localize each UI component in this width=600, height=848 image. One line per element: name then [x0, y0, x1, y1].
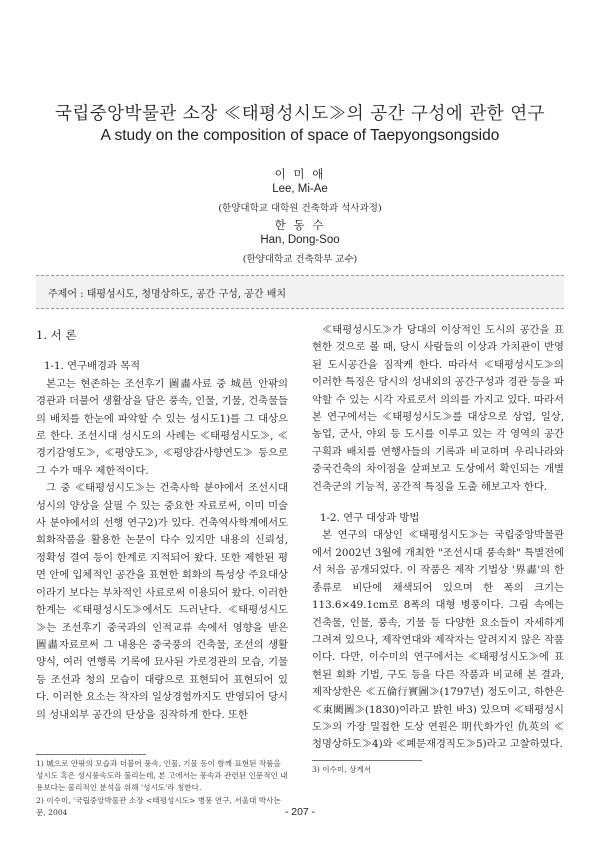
- page-number: - 207 -: [284, 806, 316, 818]
- paper-title-korean: 국립중앙박물관 소장 ≪태평성시도≫의 공간 구성에 관한 연구: [54, 104, 546, 124]
- left-column: [36, 327, 288, 724]
- paragraph: 본 연구의 대상인 ≪태평성시도≫는 국립중앙박물관에서 2002년 3월에 개최한 "조선시대 풍속화" 특별전에서 처음 공개되었다. 이 작품은 제작 기법상 '界畵'의 한 종류로 비단에 채색되어 있으며 한 폭의 크기는 113.6×49.1cm로 8폭의 대형 병풍이다. 그림 속에는 건축물, 인물, 풍속, 기물 등 다양한 요소들이 자세하게 그려져 있으나, 제작연대와 제작자는 알려지지 않은 작품이다. 다만, 이수미의 연구에서는 ≪태평성시도≫에 표현된 회화 기법, 구도 등을 다른 작품과 비교해 본 결과, 제작상한은 ≪五倫行實圖≫(1797년) 정도이고, 하한은 ≪東闕圖≫(1830)이라고 밝힌 바3) 있으며 ≪태평성시도≫의 가장 밀접한 도상 연원은 明代화가인 仇英의 ≪청명상하도≫4)와 ≪폐문재경직도≫5)라고 고찰하였다.: [312, 529, 564, 751]
- paragraph: ≪태평성시도≫가 당대의 이상적인 도시의 공간을 표현한 것으로 볼 때, 당시 사람들의 이상과 가치관이 반영된 도시공간을 짐작케 한다. 따라서 ≪태평성시도≫의 이러한 특징은 당시의 성내외의 공간구성과 경관 등을 파악할 수 있는 시각 자료로서 의의를 가지고 있다. 따라서 본 연구에서는 ≪태평성시도≫를 대상으로 상업, 일상, 농업, 군사, 야외 등 도시를 이루고 있는 각 영역의 공간구획과 배치를 연행사들의 기록과 비교하며 우리나라와 중국건축의 차이점을 살펴보고 도상에서 확인되는 개별 건축군의 기능적, 공간적 특징을 도출 해보고자 한다.: [312, 324, 564, 493]
- paper-title-english: A study on the composition of space of Taepyongsongsido: [100, 127, 500, 144]
- author-2-affiliation: (한양대학교 건축학부 교수): [242, 254, 358, 265]
- author-1-name-korean: 이 미 애: [274, 167, 326, 181]
- author-2-name-korean: 한 동 수: [274, 218, 326, 232]
- section-heading-introduction: 1. 서 론: [36, 328, 77, 342]
- subsection-heading-scope-method: 1-2. 연구 대상과 방법: [320, 512, 420, 525]
- paragraph: 그 중 ≪태평성시도≫는 건축사학 분야에서 조선시대 성시의 양상을 살필 수 있는 중요한 자료로써, 이미 미술사 분야에서의 선행 연구2)가 있다. 건축역사학계에서도 회화작품을 활용한 논문이 다수 있지만 내용의 신뢰성, 정확성 결여 등이 한계로 지적되어 왔다. 또한 제한된 평면 안에 입체적인 공간을 표현한 회화의 특성상 주요대상이라기 보다는 부차적인 사료로써 이용되어 왔다. 이러한 한계는 ≪태평성시도≫에서도 드러난다. ≪태평성시도≫는 조선후기 중국과의 인적교류 속에서 영향을 받은 圖畵자료로써 그 내용은 중국풍의 건축물, 조선의 생활양식, 여러 연행록 기록에 묘사된 가로경관의 모습, 기물 등 조선과 청의 모습이 대량으로 표현되어 표현되어 있다. 이러한 요소는 작자의 일상경험까지도 반영되어 당시의 성내외부 공간의 단상을 짐작하게 한다. 또한: [36, 482, 288, 721]
- author-1-affiliation: (한양대학교 대학원 건축학과 석사과정): [218, 203, 382, 214]
- footnote-divider: [312, 760, 422, 761]
- footnote-1: 1) 城으로 안팎의 모습과 더불어 풍속, 인물, 기물 등이 함께 표현된 작품을 성시도 혹은 성시풍속도라 불리는데, 본 고에서는 풍속과 관련된 인문적인 내용보다는 물리적인 분석을 위해 '성시도'라 칭한다.: [36, 759, 288, 792]
- author-2-name-english: Han, Dong-Soo: [260, 234, 340, 246]
- keywords-text: 주제어 : 태평성시도, 청명상하도, 공간 구성, 공간 배치: [48, 289, 287, 300]
- author-1-name-english: Lee, Mi-Ae: [272, 183, 328, 195]
- paragraph: 본고는 현존하는 조선후기 圖畵사료 중 城邑 안팎의 경관과 더불어 생활상을 담은 풍속, 인물, 기물, 건축물들의 배치를 한눈에 파악할 수 있는 성시도1)를 그 대상으로 한다. 조선시대 성시도의 사례는 ≪태평성시도≫, ≪경기감영도≫, ≪평양도≫, ≪평양감사향연도≫ 등으로 그 수가 매우 제한적이다.: [36, 377, 288, 477]
- footnote-2: 2) 이수미, '국립중앙박물관 소장 <태평성시도> 병풍 연구, 서울대 박사논문, 2004: [36, 796, 281, 817]
- footnote-divider: [36, 754, 146, 755]
- right-column: [312, 322, 564, 754]
- footnote-3: 3) 이수미, 상게서: [312, 765, 372, 774]
- subsection-heading-background: 1-1. 연구배경과 목적: [44, 360, 141, 373]
